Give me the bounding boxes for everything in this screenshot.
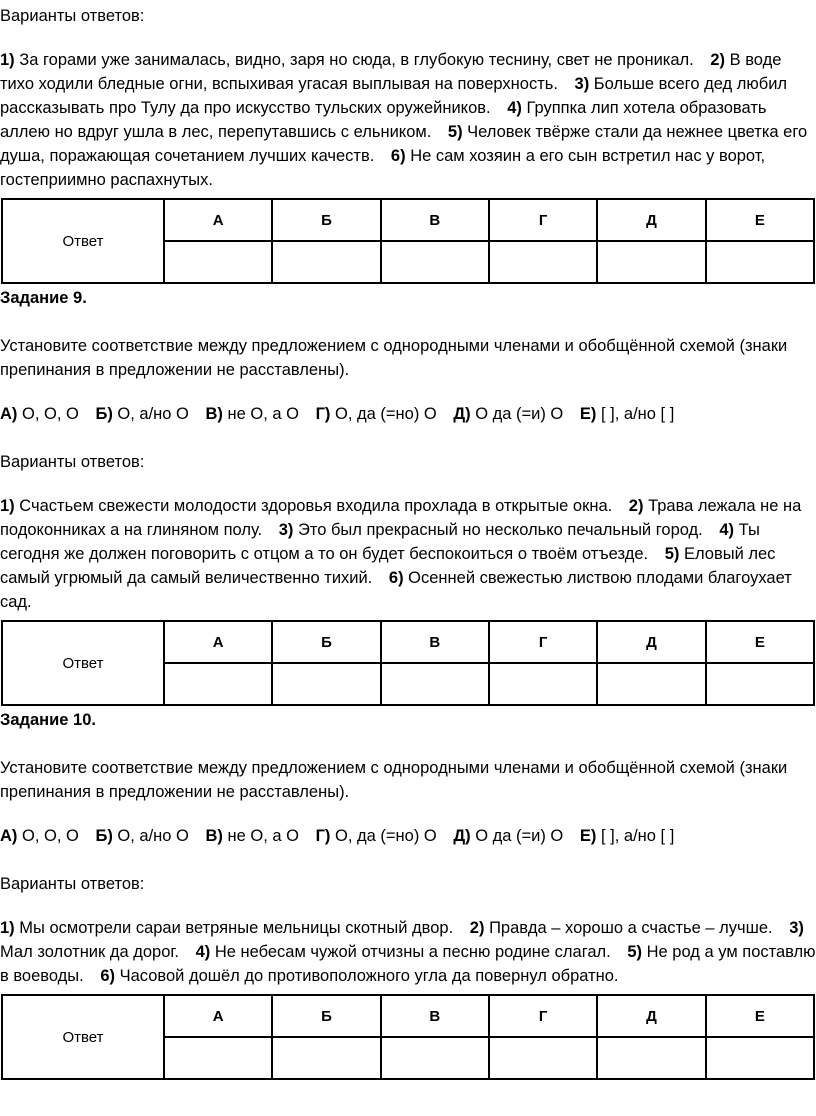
option-number: 3) — [574, 75, 590, 93]
answer-cell[interactable] — [706, 663, 814, 705]
option-text: Больше всего дед любил рассказывать про Тулу да про искусство тульских оружейников. — [0, 75, 788, 117]
column-header: Е — [706, 621, 814, 663]
scheme-letter: Е) — [579, 405, 597, 423]
option-number: 6) — [388, 569, 404, 587]
column-header: А — [164, 621, 272, 663]
option-text: Еловый лес самый угрюмый да самый величественно тихий. — [0, 545, 776, 587]
option-text: Трава лежала не на подоконниках а на глиняном полу. — [0, 497, 802, 539]
answer-table — [1, 994, 815, 1080]
option-text: Счастьем свежести молодости здоровья входила прохлада в открытые окна. — [19, 497, 613, 515]
option-text: Группка лип хотела образовать аллею но вдруг ушла в лес, перепутавшись с ельником. — [0, 99, 767, 141]
variants-heading: Варианты ответов: — [0, 875, 145, 893]
option-text: Мы осмотрели сараи ветряные мельницы скотный двор. — [19, 919, 454, 937]
option-number: 2) — [710, 51, 726, 69]
option-number: 1) — [0, 51, 15, 69]
answer-label: Ответ — [2, 199, 164, 283]
scheme-text: О да (=и) О — [475, 827, 564, 845]
answer-options — [0, 48, 816, 192]
option-text: Человек твёрже стали да нежнее цветка его душа, поражающая сочетанием лучших качеств. — [0, 123, 808, 165]
answer-cell[interactable] — [381, 663, 489, 705]
option-text: Осенней свежестью листвою плодами благоухает сад. — [0, 569, 792, 611]
scheme-letter: Г) — [315, 827, 331, 845]
scheme-letter: Е) — [579, 827, 597, 845]
scheme-text: [ ], а/но [ ] — [600, 827, 675, 845]
scheme-letter: Б) — [95, 405, 113, 423]
option-number: 6) — [100, 967, 116, 985]
option-text: Не сам хозяин а его сын встретил нас у ворот, гостеприимно распахнутых. — [0, 147, 766, 189]
column-header: Д — [597, 621, 705, 663]
option-number: 2) — [628, 497, 644, 515]
scheme-letter: В) — [205, 827, 223, 845]
answer-table — [1, 198, 815, 284]
scheme-text: не О, а О — [227, 405, 299, 423]
scheme-letter: А) — [0, 405, 18, 423]
answer-cell[interactable] — [381, 241, 489, 283]
answer-cell[interactable] — [597, 1037, 705, 1079]
scheme-text: О, О, О — [22, 405, 79, 423]
scheme-letter: В) — [205, 405, 223, 423]
answer-cell[interactable] — [272, 1037, 380, 1079]
option-text: Мал золотник да дорог. — [0, 943, 179, 961]
scheme-letter: Д) — [453, 405, 471, 423]
option-number: 5) — [627, 943, 643, 961]
task-title: Задание 9. — [0, 289, 87, 307]
scheme-text: не О, а О — [227, 827, 299, 845]
answer-cell[interactable] — [489, 1037, 597, 1079]
scheme-list — [0, 402, 816, 426]
answer-cell[interactable] — [706, 1037, 814, 1079]
answer-label: Ответ — [2, 621, 164, 705]
column-header: Б — [272, 621, 380, 663]
column-header: Г — [489, 199, 597, 241]
scheme-letter: Д) — [453, 827, 471, 845]
option-number: 2) — [469, 919, 485, 937]
answer-cell[interactable] — [489, 663, 597, 705]
option-text: Не род а ум поставлю в воеводы. — [0, 943, 816, 985]
scheme-text: О, да (=но) О — [335, 405, 437, 423]
column-header: Д — [597, 995, 705, 1037]
task-instruction: Установите соответствие между предложением с однородными членами и обобщённой схемой (знаки препинания в предложении не расставлены). — [0, 759, 788, 801]
task-title: Задание 10. — [0, 711, 96, 729]
option-number: 3) — [278, 521, 294, 539]
answer-label: Ответ — [2, 995, 164, 1079]
option-number: 4) — [719, 521, 735, 539]
scheme-letter: Б) — [95, 827, 113, 845]
variants-heading: Варианты ответов: — [0, 453, 145, 471]
option-text: Часовой дошёл до противоположного угла да повернул обратно. — [119, 967, 619, 985]
scheme-letter: Г) — [315, 405, 331, 423]
column-header: А — [164, 995, 272, 1037]
option-number: 1) — [0, 919, 15, 937]
scheme-text: О, а/но О — [117, 827, 189, 845]
answer-cell[interactable] — [597, 663, 705, 705]
task-instruction: Установите соответствие между предложением с однородными членами и обобщённой схемой (знаки препинания в предложении не расставлены). — [0, 337, 788, 379]
option-number: 1) — [0, 497, 15, 515]
option-number: 4) — [507, 99, 522, 117]
option-number: 5) — [447, 123, 463, 141]
column-header: Б — [272, 995, 380, 1037]
answer-cell[interactable] — [164, 241, 272, 283]
answer-cell[interactable] — [272, 241, 380, 283]
column-header: А — [164, 199, 272, 241]
scheme-text: О, да (=но) О — [335, 827, 437, 845]
column-header: Д — [597, 199, 705, 241]
option-text: За горами уже занималась, видно, заря но сюда, в глубокую теснину, свет не проникал. — [19, 51, 694, 69]
answer-options — [0, 916, 816, 988]
column-header: Г — [489, 995, 597, 1037]
option-number: 4) — [195, 943, 211, 961]
answer-cell[interactable] — [381, 1037, 489, 1079]
answer-cell[interactable] — [164, 663, 272, 705]
column-header: В — [381, 995, 489, 1037]
answer-cell[interactable] — [597, 241, 705, 283]
scheme-list — [0, 824, 816, 848]
option-number: 5) — [664, 545, 680, 563]
option-text: Правда – хорошо а счастье – лучше. — [489, 919, 773, 937]
scheme-text: О, а/но О — [117, 405, 189, 423]
option-number: 6) — [390, 147, 406, 165]
column-header: Г — [489, 621, 597, 663]
answer-cell[interactable] — [489, 241, 597, 283]
variants-heading: Варианты ответов: — [0, 7, 145, 25]
column-header: В — [381, 199, 489, 241]
scheme-text: О да (=и) О — [475, 405, 564, 423]
column-header: Е — [706, 995, 814, 1037]
scheme-text: [ ], а/но [ ] — [600, 405, 675, 423]
option-text: Ты сегодня же должен поговорить с отцом а то он будет беспокоиться о твоём отъезде. — [0, 521, 760, 563]
column-header: Б — [272, 199, 380, 241]
answer-cell[interactable] — [164, 1037, 272, 1079]
option-text: Не небесам чужой отчизны а песню родине слагал. — [214, 943, 611, 961]
option-text: Это был прекрасный но несколько печальный город. — [297, 521, 703, 539]
column-header: Е — [706, 199, 814, 241]
column-header: В — [381, 621, 489, 663]
option-number: 3) — [789, 919, 804, 937]
scheme-text: О, О, О — [22, 827, 79, 845]
scheme-letter: А) — [0, 827, 18, 845]
answer-cell[interactable] — [706, 241, 814, 283]
answer-table — [1, 620, 815, 706]
option-text: В воде тихо ходили бледные огни, вспыхивая угасая выплывая на поверхность. — [0, 51, 782, 93]
answer-options — [0, 494, 816, 614]
answer-cell[interactable] — [272, 663, 380, 705]
